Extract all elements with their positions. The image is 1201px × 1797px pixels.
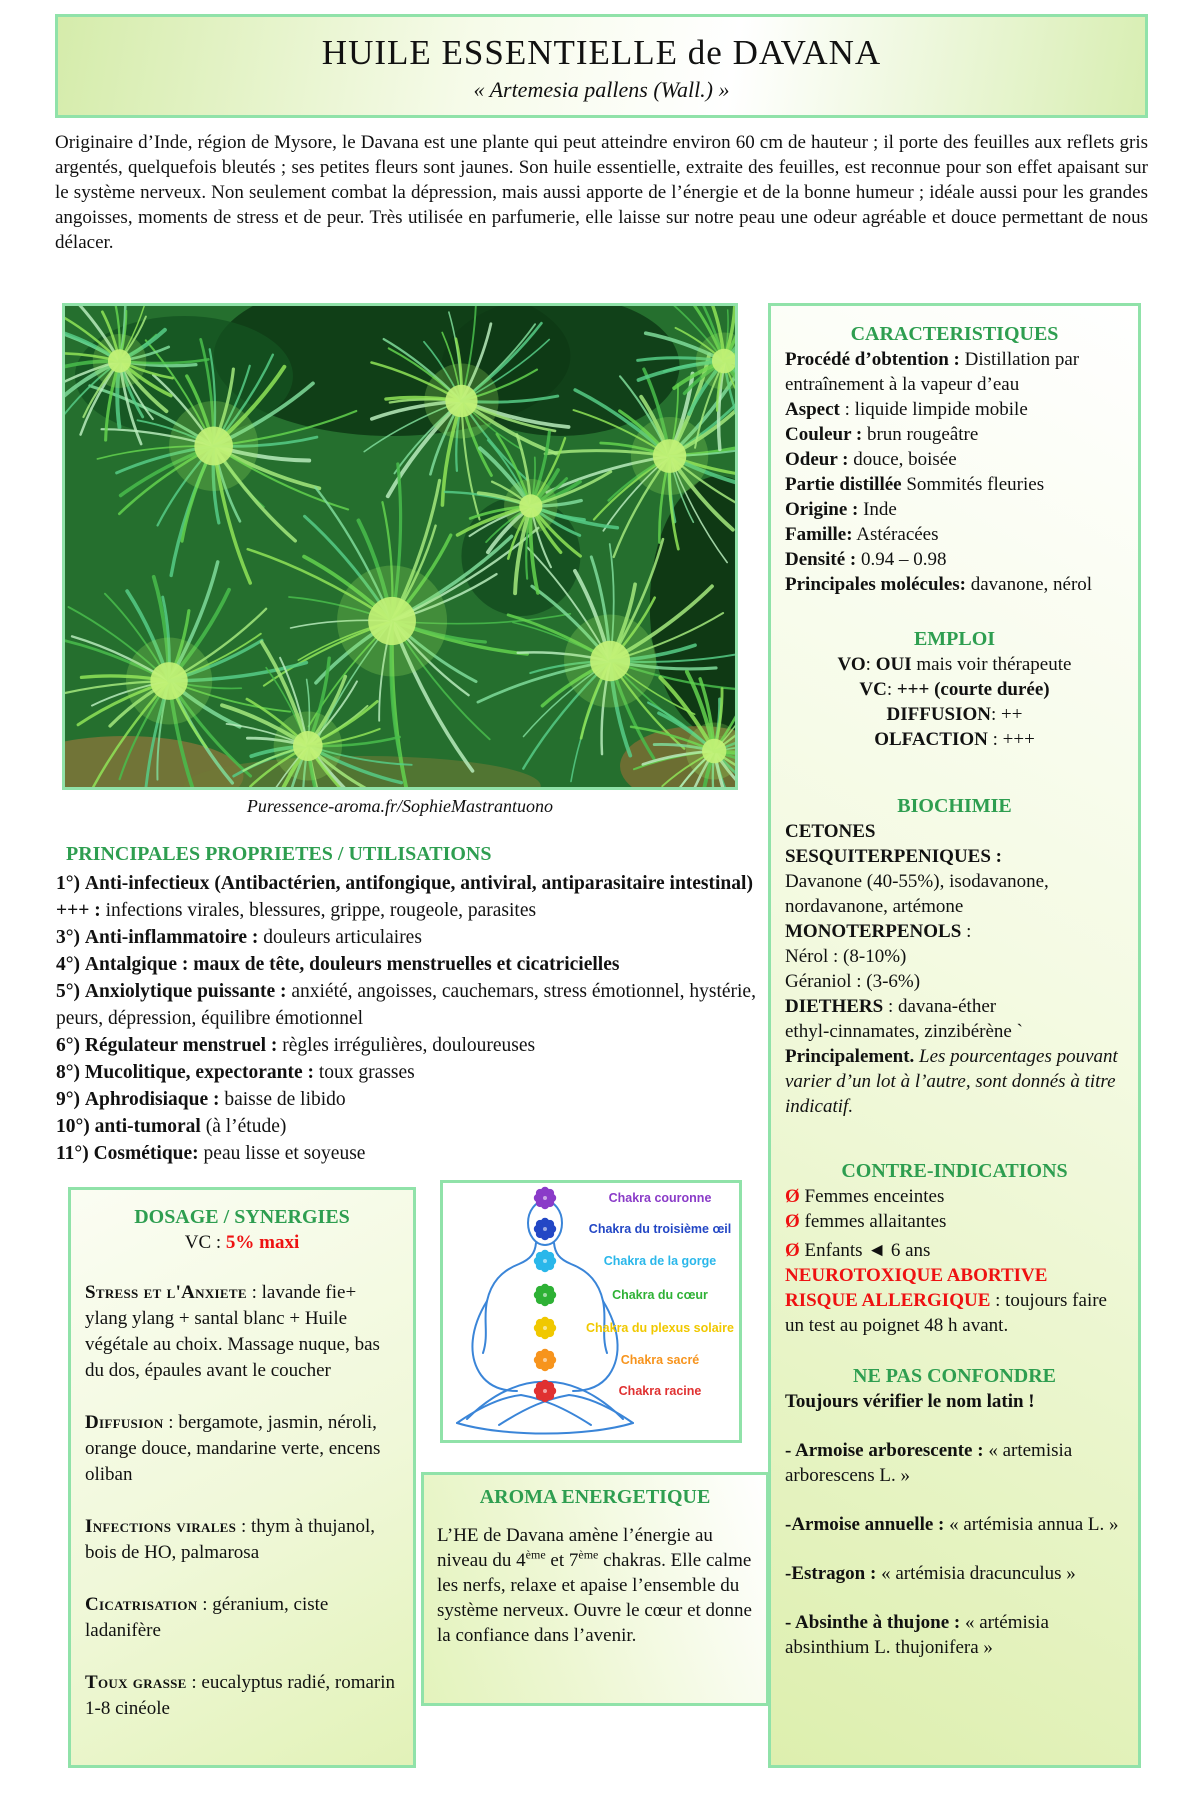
emploi-line: OLFACTION : +++ [874, 729, 1035, 750]
chakra-flower-plexus [534, 1317, 556, 1339]
caracteristique-line: Odeur : douce, boisée [785, 449, 957, 470]
biochimie-line: nordavanone, artémone [785, 896, 964, 917]
biochimie-line: SESQUITERPENIQUES : [785, 846, 1002, 867]
chakra-flower-couronne [534, 1187, 556, 1209]
biochimie-heading: BIOCHIMIE [897, 795, 1012, 817]
page-subtitle: « Artemesia pallens (Wall.) » [473, 77, 730, 102]
chakra-label-sacre: Chakra sacré [620, 1353, 700, 1367]
caracteristique-line: Procédé d’obtention : Distillation par entraînement à la vapeur d’eau [785, 349, 1080, 395]
biochimie-line: Davanone (40-55%), isodavanone, [785, 871, 1049, 892]
chakra-label-racine: Chakra racine [618, 1384, 702, 1398]
chakra-flower-sacre [534, 1349, 556, 1371]
dosage-box [68, 1187, 416, 1768]
chakra-diagram [440, 1180, 742, 1443]
biochimie-line: CETONES [785, 821, 876, 842]
property-item: 8°) Mucolitique, expectorante : toux grasses [56, 1062, 415, 1083]
header-box [55, 14, 1148, 118]
property-item: 5°) Anxiolytique puissante : anxiété, angoisses, cauchemars, stress émotionnel, hystérie, peurs, dépression, équilibre émotionnel [56, 981, 756, 1029]
chakra-label-coeur: Chakra du cœur [612, 1288, 708, 1302]
dosage-vc-line: VC : 5% maxi [184, 1232, 300, 1253]
emploi-line: VC: +++ (courte durée) [859, 679, 1050, 700]
property-item: 9°) Aphrodisiaque : baisse de libido [56, 1089, 346, 1110]
confusion-entry: -Armoise annuelle : « artémisia annua L. » [785, 1514, 1119, 1535]
contre-indication-item: Ø femmes allaitantes [785, 1211, 947, 1232]
property-item: 4°) Antalgique : maux de tête, douleurs menstruelles et cicatricielles [56, 954, 620, 975]
empty-set-icon: Ø [785, 1240, 800, 1261]
empty-set-icon: Ø [785, 1211, 800, 1232]
empty-set-icon: Ø [785, 1186, 800, 1207]
property-item: 11°) Cosmétique: peau lisse et soyeuse [56, 1143, 366, 1164]
properties-list [56, 870, 764, 1167]
intro-paragraph: Originaire d’Inde, région de Mysore, le Davana est une plante qui peut atteindre environ 60 cm de hauteur ; il porte des feuilles aux reflets gris argentés, quelquefois bleutés ; ses petites fleurs sont jaunes. Son huile essentielle, extraite des feuilles, est reconnue pour son effet apaisant sur le système nerveux. Non seulement combat la dépression, mais aussi apporte de l’énergie et de la bonne humeur ; idéale aussi pour les grandes angoisses, moments de stress et de peur. Très utilisée en parfumerie, elle laisse sur notre peau une odeur agréable et douce permettant de nous délacer. [55, 132, 1148, 253]
aroma-text: L’HE de Davana amène l’énergie au niveau du 4ème et 7ème chakras. Elle calme les nerfs, relaxe et apaise l’ensemble du système nerveux. Ouvre le cœur et donne la confiance dans l’avenir. [437, 1525, 752, 1646]
confusion-entry: - Armoise arborescente : « artemisia arborescens L. » [785, 1440, 1073, 1486]
caracteristique-line: Partie distillée Sommités fleuries [785, 474, 1045, 495]
biochimie-line: MONOTERPENOLS : [785, 921, 972, 942]
biochimie-line: Principalement. Les pourcentages pouvant varier d’un lot à l’autre, sont donnés à titre indicatif. [785, 1046, 1118, 1117]
contre-indication-item: Ø Femmes enceintes [785, 1186, 945, 1207]
biochimie-line: Géraniol : (3-6%) [785, 971, 921, 992]
biochimie-line: DIETHERS : davana-éther [785, 996, 997, 1017]
emploi-line: VO: OUI mais voir thérapeute [837, 654, 1072, 675]
contre-indications-heading: CONTRE-INDICATIONS [841, 1160, 1068, 1182]
confusion-entry: -Estragon : « artémisia dracunculus » [785, 1563, 1076, 1584]
davana-plant-photo [62, 303, 738, 790]
aroma-box [421, 1472, 769, 1706]
synergy-entry: Stress et l'Anxiete : lavande fie+ ylang ylang + santal blanc + Huile végétale au choix. Massage nuque, bas du dos, épaules avant le coucher [85, 1282, 380, 1381]
property-item: 10°) anti-tumoral (à l’étude) [56, 1116, 287, 1137]
property-item: 1°) Anti-infectieux (Antibactérien, antifongique, antiviral, antiparasitaire intestinal) +++ : infections virales, blessures, grippe, rougeole, parasites [56, 873, 753, 921]
synergy-entry: Diffusion : bergamote, jasmin, néroli, orange douce, mandarine verte, encens oliban [85, 1412, 381, 1485]
property-item: 6°) Régulateur menstruel : règles irrégulières, douloureuses [56, 1035, 536, 1056]
synergy-entry: Cicatrisation : géranium, ciste ladanifère [85, 1594, 329, 1641]
page-title: HUILE ESSENTIELLE de DAVANA [321, 33, 882, 72]
emploi-heading: EMPLOI [913, 628, 996, 650]
property-item: 3°) Anti-inflammatoire : douleurs articulaires [56, 927, 422, 948]
chakra-flower-racine [534, 1380, 556, 1402]
aroma-heading: AROMA ENERGETIQUE [479, 1486, 711, 1508]
caracteristique-line: Principales molécules: davanone, nérol [785, 574, 1093, 595]
verify-latin-name: Toujours vérifier le nom latin ! [785, 1391, 1035, 1412]
chakra-flower-coeur [534, 1284, 556, 1306]
caracteristique-line: Couleur : brun rougeâtre [785, 424, 979, 445]
warning-neurotoxique: NEUROTOXIQUE ABORTIVE [785, 1265, 1048, 1286]
photo-caption: Puressence-aroma.fr/SophieMastrantuono [246, 796, 554, 816]
properties-heading: PRINCIPALES PROPRIETES / UTILISATIONS [66, 843, 492, 865]
warning-allergique: RISQUE ALLERGIQUE : toujours faire un test au poignet 48 h avant. [785, 1290, 1107, 1336]
confusion-entry: - Absinthe à thujone : « artémisia absinthium L. thujonifera » [785, 1612, 1049, 1658]
caracteristique-line: Famille: Astéracées [785, 524, 939, 545]
biochimie-line: ethyl-cinnamates, zinzibérène ` [785, 1021, 1023, 1042]
caracteristiques-heading: CARACTERISTIQUES [850, 323, 1059, 345]
biochimie-line: Nérol : (8-10%) [785, 946, 907, 967]
synergy-entry: Toux grasse : eucalyptus radié, romarin 1-8 cinéole [85, 1672, 396, 1719]
contre-indication-item: Ø Enfants ◄ 6 ans [785, 1240, 931, 1261]
ne-pas-confondre-heading: NE PAS CONFONDRE [853, 1365, 1056, 1387]
chakra-label-couronne: Chakra couronne [608, 1191, 712, 1205]
emploi-line: DIFFUSION: ++ [886, 704, 1023, 725]
chakra-label-gorge: Chakra de la gorge [603, 1254, 717, 1268]
caracteristique-line: Aspect : liquide limpide mobile [785, 399, 1028, 420]
right-column-box [768, 303, 1141, 1768]
synergy-entry: Infections virales : thym à thujanol, bois de HO, palmarosa [85, 1516, 375, 1563]
chakra-label-troisieme-oeil: Chakra du troisième œil [588, 1222, 732, 1236]
caracteristique-line: Origine : Inde [785, 499, 897, 520]
caracteristique-line: Densité : 0.94 – 0.98 [785, 549, 947, 570]
plant-photo-art [65, 306, 735, 787]
chakra-flower-troisieme-oeil [534, 1218, 556, 1240]
chakra-flower-gorge [534, 1250, 556, 1272]
chakra-label-plexus: Chakra du plexus solaire [586, 1321, 734, 1335]
dosage-heading: DOSAGE / SYNERGIES [134, 1206, 350, 1228]
